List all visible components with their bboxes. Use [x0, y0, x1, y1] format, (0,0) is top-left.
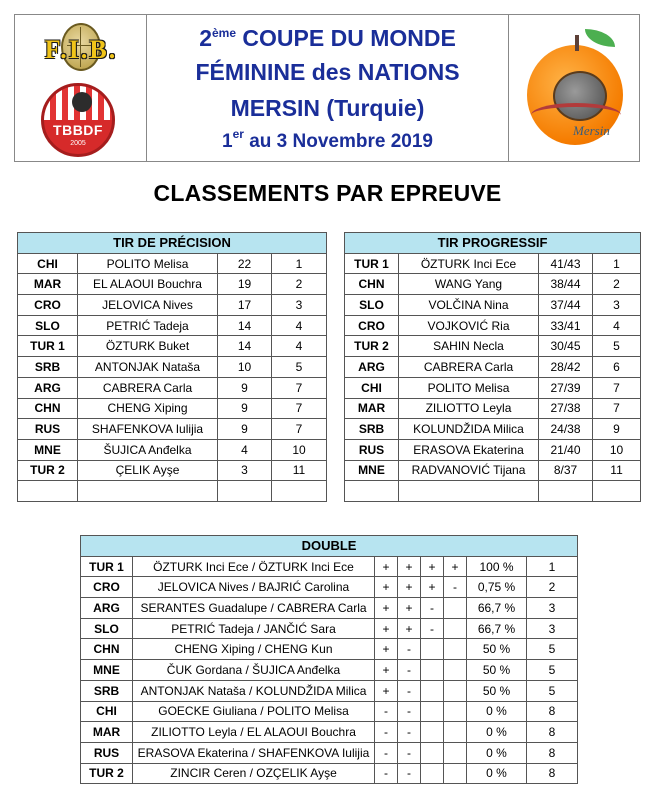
progressif-cell-rank: 7	[593, 398, 641, 419]
precision-cell-player: CABRERA Carla	[78, 377, 218, 398]
double-cell-percent: 0 %	[467, 742, 527, 763]
progressif-cell-player	[399, 481, 539, 502]
precision-cell-country: SRB	[18, 357, 78, 378]
double-cell-players: ÖZTURK Inci Ece / ÖZTURK Inci Ece	[133, 556, 375, 577]
precision-cell-country: TUR 2	[18, 460, 78, 481]
progressif-cell-player: WANG Yang	[399, 274, 539, 295]
double-cell-round-4: +	[444, 556, 467, 577]
title-edition-number: 2	[199, 25, 212, 51]
double-cell-round-1: -	[375, 763, 398, 784]
double-cell-players: PETRIĆ Tadeja / JANČIĆ Sara	[133, 618, 375, 639]
double-cell-country: RUS	[81, 742, 133, 763]
progressif-cell-rank: 10	[593, 439, 641, 460]
double-row	[81, 639, 578, 660]
precision-cell-country: CRO	[18, 295, 78, 316]
date-rest: au 3 Novembre 2019	[243, 131, 433, 152]
double-cell-round-2: -	[398, 660, 421, 681]
double-cell-country: CRO	[81, 577, 133, 598]
boule-icon	[72, 92, 92, 112]
precision-cell-rank: 7	[272, 419, 327, 440]
double-cell-round-2: -	[398, 701, 421, 722]
progressif-cell-country: SLO	[345, 295, 399, 316]
progressif-cell-rank: 6	[593, 357, 641, 378]
precision-cell-player: CHENG Xiping	[78, 398, 218, 419]
double-cell-round-3	[421, 660, 444, 681]
double-row	[81, 680, 578, 701]
progressif-cell-score: 8/37	[539, 460, 593, 481]
progressif-cell-player: CABRERA Carla	[399, 357, 539, 378]
double-cell-round-3	[421, 639, 444, 660]
progressif-cell-player: VOLČINA Nina	[399, 295, 539, 316]
double-cell-percent: 66,7 %	[467, 598, 527, 619]
double-row	[81, 577, 578, 598]
precision-cell-score	[218, 481, 272, 502]
double-cell-round-4	[444, 680, 467, 701]
precision-cell-rank: 11	[272, 460, 327, 481]
progressif-cell-score: 27/39	[539, 377, 593, 398]
double-cell-round-4	[444, 639, 467, 660]
fib-logo	[21, 23, 141, 77]
double-cell-round-3	[421, 722, 444, 743]
precision-row	[18, 481, 327, 502]
precision-cell-player: ÇELIK Ayşe	[78, 460, 218, 481]
mersin-logo-text: Mersin	[573, 123, 610, 138]
double-cell-round-2: -	[398, 680, 421, 701]
progressif-cell-player: RADVANOVIĆ Tijana	[399, 460, 539, 481]
double-cell-round-1: +	[375, 680, 398, 701]
precision-cell-player: EL ALAOUI Bouchra	[78, 274, 218, 295]
precision-cell-player: ÖZTURK Buket	[78, 336, 218, 357]
precision-cell-score: 10	[218, 357, 272, 378]
precision-cell-score: 9	[218, 377, 272, 398]
progressif-cell-rank: 2	[593, 274, 641, 295]
date-suffix: er	[232, 127, 244, 141]
double-cell-round-1: +	[375, 577, 398, 598]
leaf-icon	[585, 29, 615, 47]
double-cell-country: TUR 2	[81, 763, 133, 784]
progressif-cell-player: ERASOVA Ekaterina	[399, 439, 539, 460]
double-cell-round-1: +	[375, 660, 398, 681]
header-banner	[14, 14, 640, 162]
tbbdf-logo-text: TBBDF	[53, 122, 103, 138]
progressif-row	[345, 274, 641, 295]
double-cell-country: MAR	[81, 722, 133, 743]
double-cell-round-1: +	[375, 598, 398, 619]
progressif-row	[345, 377, 641, 398]
precision-cell-score: 19	[218, 274, 272, 295]
title-line-1	[147, 25, 508, 52]
double-cell-rank: 8	[527, 742, 578, 763]
page-heading: CLASSEMENTS PAR EPREUVE	[153, 180, 502, 206]
double-cell-round-4	[444, 660, 467, 681]
progressif-cell-country: MAR	[345, 398, 399, 419]
progressif-row	[345, 398, 641, 419]
double-row	[81, 618, 578, 639]
precision-row	[18, 419, 327, 440]
precision-cell-rank: 5	[272, 357, 327, 378]
double-cell-round-4: -	[444, 577, 467, 598]
precision-row	[18, 460, 327, 481]
double-row	[81, 742, 578, 763]
precision-cell-country: SLO	[18, 315, 78, 336]
double-cell-rank: 5	[527, 680, 578, 701]
double-cell-round-1: -	[375, 722, 398, 743]
double-cell-round-2: +	[398, 556, 421, 577]
double-cell-round-1: -	[375, 701, 398, 722]
progressif-cell-score: 37/44	[539, 295, 593, 316]
double-cell-percent: 0 %	[467, 701, 527, 722]
precision-cell-rank: 1	[272, 253, 327, 274]
precision-cell-rank: 2	[272, 274, 327, 295]
precision-row	[18, 398, 327, 419]
double-cell-players: ANTONJAK Nataša / KOLUNDŽIDA Milica	[133, 680, 375, 701]
precision-cell-player	[78, 481, 218, 502]
progressif-cell-score: 21/40	[539, 439, 593, 460]
progressif-table	[344, 232, 641, 502]
progressif-cell-rank: 7	[593, 377, 641, 398]
double-cell-percent: 50 %	[467, 639, 527, 660]
double-cell-round-4	[444, 618, 467, 639]
progressif-row	[345, 357, 641, 378]
precision-cell-player: PETRIĆ Tadeja	[78, 315, 218, 336]
double-cell-country: CHI	[81, 701, 133, 722]
progressif-cell-score: 30/45	[539, 336, 593, 357]
precision-table-body	[18, 253, 327, 501]
precision-cell-country: RUS	[18, 419, 78, 440]
progressif-cell-rank: 11	[593, 460, 641, 481]
progressif-cell-player: POLITO Melisa	[399, 377, 539, 398]
precision-cell-country: ARG	[18, 377, 78, 398]
tbbdf-logo-year: 2005	[70, 140, 86, 147]
tbbdf-logo	[41, 83, 115, 157]
double-cell-round-1: +	[375, 618, 398, 639]
double-cell-country: SRB	[81, 680, 133, 701]
double-cell-round-2: +	[398, 598, 421, 619]
progressif-cell-score: 41/43	[539, 253, 593, 274]
double-cell-players: ČUK Gordana / ŠUJICA Anđelka	[133, 660, 375, 681]
double-cell-percent: 0 %	[467, 722, 527, 743]
date-day: 1	[222, 131, 233, 152]
double-cell-round-2: +	[398, 577, 421, 598]
double-cell-rank: 5	[527, 639, 578, 660]
double-cell-percent: 0,75 %	[467, 577, 527, 598]
progressif-cell-country: TUR 2	[345, 336, 399, 357]
progressif-cell-country: CHN	[345, 274, 399, 295]
double-cell-percent: 50 %	[467, 680, 527, 701]
double-cell-round-3: +	[421, 556, 444, 577]
title-line-2: FÉMININE des NATIONS	[195, 59, 460, 85]
progressif-cell-country: CHI	[345, 377, 399, 398]
progressif-cell-country: CRO	[345, 315, 399, 336]
double-cell-round-1: +	[375, 639, 398, 660]
precision-table-title: TIR DE PRÉCISION	[18, 233, 327, 254]
double-cell-players: GOECKE Giuliana / POLITO Melisa	[133, 701, 375, 722]
progressif-row	[345, 481, 641, 502]
double-cell-round-2: -	[398, 763, 421, 784]
precision-row	[18, 274, 327, 295]
progressif-cell-score: 24/38	[539, 419, 593, 440]
double-row	[81, 701, 578, 722]
double-row	[81, 556, 578, 577]
double-cell-round-2: -	[398, 742, 421, 763]
precision-cell-score: 9	[218, 419, 272, 440]
progressif-cell-player: KOLUNDŽIDA Milica	[399, 419, 539, 440]
double-cell-country: TUR 1	[81, 556, 133, 577]
double-row	[81, 660, 578, 681]
header-logos-left	[15, 15, 147, 161]
precision-row	[18, 357, 327, 378]
precision-row	[18, 253, 327, 274]
double-cell-round-1: +	[375, 556, 398, 577]
double-cell-round-4	[444, 598, 467, 619]
progressif-row	[345, 419, 641, 440]
progressif-cell-rank: 5	[593, 336, 641, 357]
precision-row	[18, 439, 327, 460]
progressif-cell-score: 27/38	[539, 398, 593, 419]
precision-cell-rank: 3	[272, 295, 327, 316]
progressif-cell-player: SAHIN Necla	[399, 336, 539, 357]
double-cell-round-3	[421, 742, 444, 763]
double-cell-round-3	[421, 680, 444, 701]
progressif-cell-country: SRB	[345, 419, 399, 440]
progressif-table-body	[345, 253, 641, 501]
double-row	[81, 722, 578, 743]
double-cell-round-2: -	[398, 639, 421, 660]
double-cell-rank: 8	[527, 722, 578, 743]
progressif-cell-score: 28/42	[539, 357, 593, 378]
progressif-cell-player: ÖZTURK Inci Ece	[399, 253, 539, 274]
precision-cell-score: 14	[218, 336, 272, 357]
double-cell-round-3	[421, 701, 444, 722]
double-cell-players: SERANTES Guadalupe / CABRERA Carla	[133, 598, 375, 619]
double-cell-players: ZILIOTTO Leyla / EL ALAOUI Bouchra	[133, 722, 375, 743]
title-line-3: MERSIN (Turquie)	[230, 95, 425, 121]
double-cell-country: SLO	[81, 618, 133, 639]
precision-row	[18, 315, 327, 336]
mersin-orange-logo	[523, 29, 627, 149]
header-title-block	[147, 15, 508, 161]
double-table	[80, 535, 578, 784]
progressif-row	[345, 295, 641, 316]
precision-cell-country: TUR 1	[18, 336, 78, 357]
precision-cell-rank: 7	[272, 398, 327, 419]
progressif-cell-score: 33/41	[539, 315, 593, 336]
progressif-row	[345, 336, 641, 357]
title-line-1-text: COUPE DU MONDE	[236, 25, 456, 51]
double-cell-players: JELOVICA Nives / BAJRIĆ Carolina	[133, 577, 375, 598]
stem-icon	[575, 35, 579, 51]
double-table-title: DOUBLE	[81, 536, 578, 557]
double-cell-percent: 66,7 %	[467, 618, 527, 639]
double-cell-players: CHENG Xiping / CHENG Kun	[133, 639, 375, 660]
title-edition-suffix: ème	[211, 26, 237, 40]
precision-cell-score: 4	[218, 439, 272, 460]
double-cell-rank: 1	[527, 556, 578, 577]
double-row	[81, 763, 578, 784]
progressif-cell-rank	[593, 481, 641, 502]
fib-logo-text: F.I.B.	[44, 35, 118, 64]
progressif-row	[345, 315, 641, 336]
precision-cell-player: SHAFENKOVA Iulijia	[78, 419, 218, 440]
precision-cell-country: MAR	[18, 274, 78, 295]
double-cell-players: ERASOVA Ekaterina / SHAFENKOVA Iulijia	[133, 742, 375, 763]
precision-cell-score: 9	[218, 398, 272, 419]
double-cell-rank: 8	[527, 701, 578, 722]
double-cell-country: MNE	[81, 660, 133, 681]
double-cell-country: ARG	[81, 598, 133, 619]
double-cell-round-3: -	[421, 598, 444, 619]
progressif-cell-score	[539, 481, 593, 502]
precision-cell-player: ANTONJAK Nataša	[78, 357, 218, 378]
progressif-row	[345, 253, 641, 274]
double-cell-round-4	[444, 701, 467, 722]
double-cell-country: CHN	[81, 639, 133, 660]
precision-cell-rank: 4	[272, 315, 327, 336]
double-cell-rank: 3	[527, 618, 578, 639]
precision-cell-player: ŠUJICA Anđelka	[78, 439, 218, 460]
progressif-cell-country: TUR 1	[345, 253, 399, 274]
double-cell-round-4	[444, 742, 467, 763]
precision-cell-player: JELOVICA Nives	[78, 295, 218, 316]
header-logo-right	[508, 15, 639, 161]
double-cell-round-2: +	[398, 618, 421, 639]
double-cell-round-1: -	[375, 742, 398, 763]
precision-cell-country: MNE	[18, 439, 78, 460]
event-dates	[147, 127, 508, 153]
progressif-cell-player: ZILIOTTO Leyla	[399, 398, 539, 419]
double-cell-round-4	[444, 722, 467, 743]
double-cell-percent: 100 %	[467, 556, 527, 577]
precision-cell-country	[18, 481, 78, 502]
precision-cell-country: CHN	[18, 398, 78, 419]
progressif-row	[345, 439, 641, 460]
precision-table	[17, 232, 327, 502]
double-cell-round-3: -	[421, 618, 444, 639]
precision-cell-score: 14	[218, 315, 272, 336]
progressif-cell-country: MNE	[345, 460, 399, 481]
precision-row	[18, 295, 327, 316]
progressif-table-title: TIR PROGRESSIF	[345, 233, 641, 254]
double-cell-rank: 3	[527, 598, 578, 619]
double-cell-percent: 50 %	[467, 660, 527, 681]
precision-cell-score: 17	[218, 295, 272, 316]
progressif-cell-country: ARG	[345, 357, 399, 378]
precision-cell-score: 22	[218, 253, 272, 274]
precision-cell-country: CHI	[18, 253, 78, 274]
double-row	[81, 598, 578, 619]
double-cell-rank: 2	[527, 577, 578, 598]
double-cell-rank: 8	[527, 763, 578, 784]
double-cell-round-4	[444, 763, 467, 784]
double-cell-rank: 5	[527, 660, 578, 681]
progressif-cell-rank: 9	[593, 419, 641, 440]
precision-row	[18, 377, 327, 398]
precision-cell-rank: 4	[272, 336, 327, 357]
precision-cell-score: 3	[218, 460, 272, 481]
double-cell-percent: 0 %	[467, 763, 527, 784]
double-table-body	[81, 556, 578, 784]
progressif-cell-rank: 3	[593, 295, 641, 316]
progressif-row	[345, 460, 641, 481]
double-cell-round-3: +	[421, 577, 444, 598]
progressif-cell-country: RUS	[345, 439, 399, 460]
progressif-cell-rank: 4	[593, 315, 641, 336]
precision-row	[18, 336, 327, 357]
precision-cell-rank	[272, 481, 327, 502]
precision-cell-rank: 7	[272, 377, 327, 398]
double-cell-round-3	[421, 763, 444, 784]
progressif-cell-rank: 1	[593, 253, 641, 274]
double-cell-players: ZINCIR Ceren / OZÇELIK Ayşe	[133, 763, 375, 784]
progressif-cell-country	[345, 481, 399, 502]
progressif-cell-player: VOJKOVIĆ Ria	[399, 315, 539, 336]
precision-cell-player: POLITO Melisa	[78, 253, 218, 274]
precision-cell-rank: 10	[272, 439, 327, 460]
progressif-cell-score: 38/44	[539, 274, 593, 295]
double-cell-round-2: -	[398, 722, 421, 743]
